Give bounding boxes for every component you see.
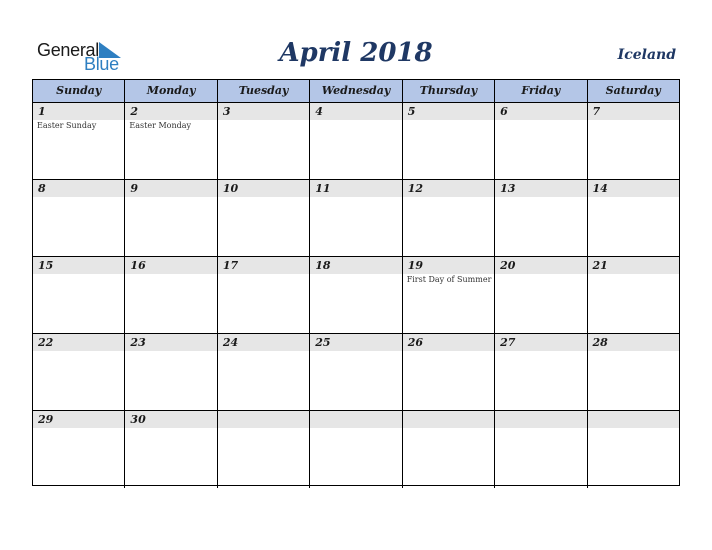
holiday-label: [125, 274, 216, 275]
holiday-label: [310, 274, 401, 275]
day-number: 27: [495, 334, 586, 351]
calendar-grid: [32, 79, 680, 486]
day-cell[interactable]: [218, 257, 310, 333]
day-cell[interactable]: [33, 180, 125, 256]
day-cell[interactable]: [495, 257, 587, 333]
holiday-label: [403, 197, 494, 198]
day-cell[interactable]: [125, 103, 217, 179]
day-number: [588, 411, 679, 428]
day-number: [403, 411, 494, 428]
day-cell[interactable]: [33, 257, 125, 333]
day-cell[interactable]: [403, 411, 495, 488]
week-row: [33, 334, 679, 411]
day-number: [310, 411, 401, 428]
weekday-header: Friday: [495, 80, 587, 102]
holiday-label: [588, 351, 679, 352]
day-cell[interactable]: [33, 103, 125, 179]
day-number: 8: [33, 180, 124, 197]
day-cell[interactable]: [588, 411, 679, 488]
holiday-label: [33, 197, 124, 198]
day-number: 13: [495, 180, 586, 197]
day-cell[interactable]: [125, 180, 217, 256]
weekday-header: Wednesday: [310, 80, 402, 102]
holiday-label: [588, 197, 679, 198]
holiday-label: [588, 120, 679, 121]
day-number: 28: [588, 334, 679, 351]
day-number: 6: [495, 103, 586, 120]
day-cell[interactable]: [495, 334, 587, 410]
weekday-header: Sunday: [33, 80, 125, 102]
day-cell[interactable]: [495, 103, 587, 179]
week-row: [33, 180, 679, 257]
day-number: 20: [495, 257, 586, 274]
day-number: 21: [588, 257, 679, 274]
holiday-label: [310, 428, 401, 429]
day-cell[interactable]: [403, 103, 495, 179]
day-cell[interactable]: [125, 334, 217, 410]
holiday-label: [310, 120, 401, 121]
holiday-label: First Day of Summer: [406, 275, 492, 284]
weeks-container: [33, 103, 679, 488]
holiday-label: [588, 274, 679, 275]
holiday-label: [495, 274, 586, 275]
day-cell[interactable]: [588, 257, 679, 333]
day-cell[interactable]: [588, 103, 679, 179]
day-cell[interactable]: [218, 334, 310, 410]
day-number: 9: [125, 180, 216, 197]
holiday-label: [33, 274, 124, 275]
week-row: [33, 411, 679, 488]
day-cell[interactable]: [310, 334, 402, 410]
day-number: [495, 411, 586, 428]
holiday-label: [403, 351, 494, 352]
day-number: 26: [403, 334, 494, 351]
day-cell[interactable]: [495, 411, 587, 488]
day-number: 1: [33, 103, 124, 120]
holiday-label: [218, 197, 309, 198]
holiday-label: [588, 428, 679, 429]
day-cell[interactable]: [33, 334, 125, 410]
day-cell[interactable]: [310, 257, 402, 333]
day-cell[interactable]: [403, 257, 495, 333]
day-cell[interactable]: [310, 180, 402, 256]
day-number: 4: [310, 103, 401, 120]
holiday-label: [218, 274, 309, 275]
day-cell[interactable]: [218, 103, 310, 179]
weekday-header: Tuesday: [218, 80, 310, 102]
day-cell[interactable]: [310, 103, 402, 179]
day-number: 14: [588, 180, 679, 197]
day-cell[interactable]: [125, 257, 217, 333]
day-number: 22: [33, 334, 124, 351]
logo-word-blue: Blue: [84, 54, 119, 74]
day-cell[interactable]: [403, 334, 495, 410]
day-number: 7: [588, 103, 679, 120]
day-number: 15: [33, 257, 124, 274]
day-cell[interactable]: [310, 411, 402, 488]
day-cell[interactable]: [218, 180, 310, 256]
day-number: 23: [125, 334, 216, 351]
holiday-label: [125, 428, 216, 429]
day-number: 5: [403, 103, 494, 120]
holiday-label: [403, 120, 494, 121]
day-cell[interactable]: [403, 180, 495, 256]
logo-word-general: General: [37, 40, 99, 60]
holiday-label: [218, 351, 309, 352]
day-number: 3: [218, 103, 309, 120]
day-cell[interactable]: [218, 411, 310, 488]
day-number: 17: [218, 257, 309, 274]
holiday-label: [33, 428, 124, 429]
calendar-title: April 2018: [279, 38, 433, 68]
day-cell[interactable]: [33, 411, 125, 488]
weekday-header: Thursday: [403, 80, 495, 102]
day-cell[interactable]: [588, 180, 679, 256]
holiday-label: [495, 351, 586, 352]
holiday-label: [125, 197, 216, 198]
day-number: 16: [125, 257, 216, 274]
weekday-header-row: [33, 80, 679, 103]
weekday-header: Saturday: [605, 84, 661, 97]
day-number: 10: [218, 180, 309, 197]
holiday-label: [33, 351, 124, 352]
day-number: [218, 411, 309, 428]
day-cell[interactable]: [588, 334, 679, 410]
day-number: 24: [218, 334, 309, 351]
day-number: 12: [403, 180, 494, 197]
holiday-label: [218, 120, 309, 121]
holiday-label: [310, 197, 401, 198]
day-number: 11: [310, 180, 401, 197]
holiday-label: Easter Monday: [129, 121, 192, 130]
holiday-label: [310, 351, 401, 352]
week-row: [33, 257, 679, 334]
day-number: 19: [403, 257, 494, 274]
weekday-header: Monday: [125, 80, 217, 102]
day-number: 25: [310, 334, 401, 351]
holiday-label: [218, 428, 309, 429]
country-label: Iceland: [617, 47, 676, 63]
week-row: [33, 103, 679, 180]
holiday-label: [495, 120, 586, 121]
holiday-label: [495, 197, 586, 198]
holiday-label: [125, 351, 216, 352]
day-number: 30: [125, 411, 216, 428]
day-number: 29: [33, 411, 124, 428]
holiday-label: [403, 428, 494, 429]
day-number: 2: [125, 103, 216, 120]
day-number: 18: [310, 257, 401, 274]
holiday-label: [495, 428, 586, 429]
holiday-label: Easter Sunday: [37, 121, 97, 130]
day-cell[interactable]: [495, 180, 587, 256]
day-cell[interactable]: [125, 411, 217, 488]
